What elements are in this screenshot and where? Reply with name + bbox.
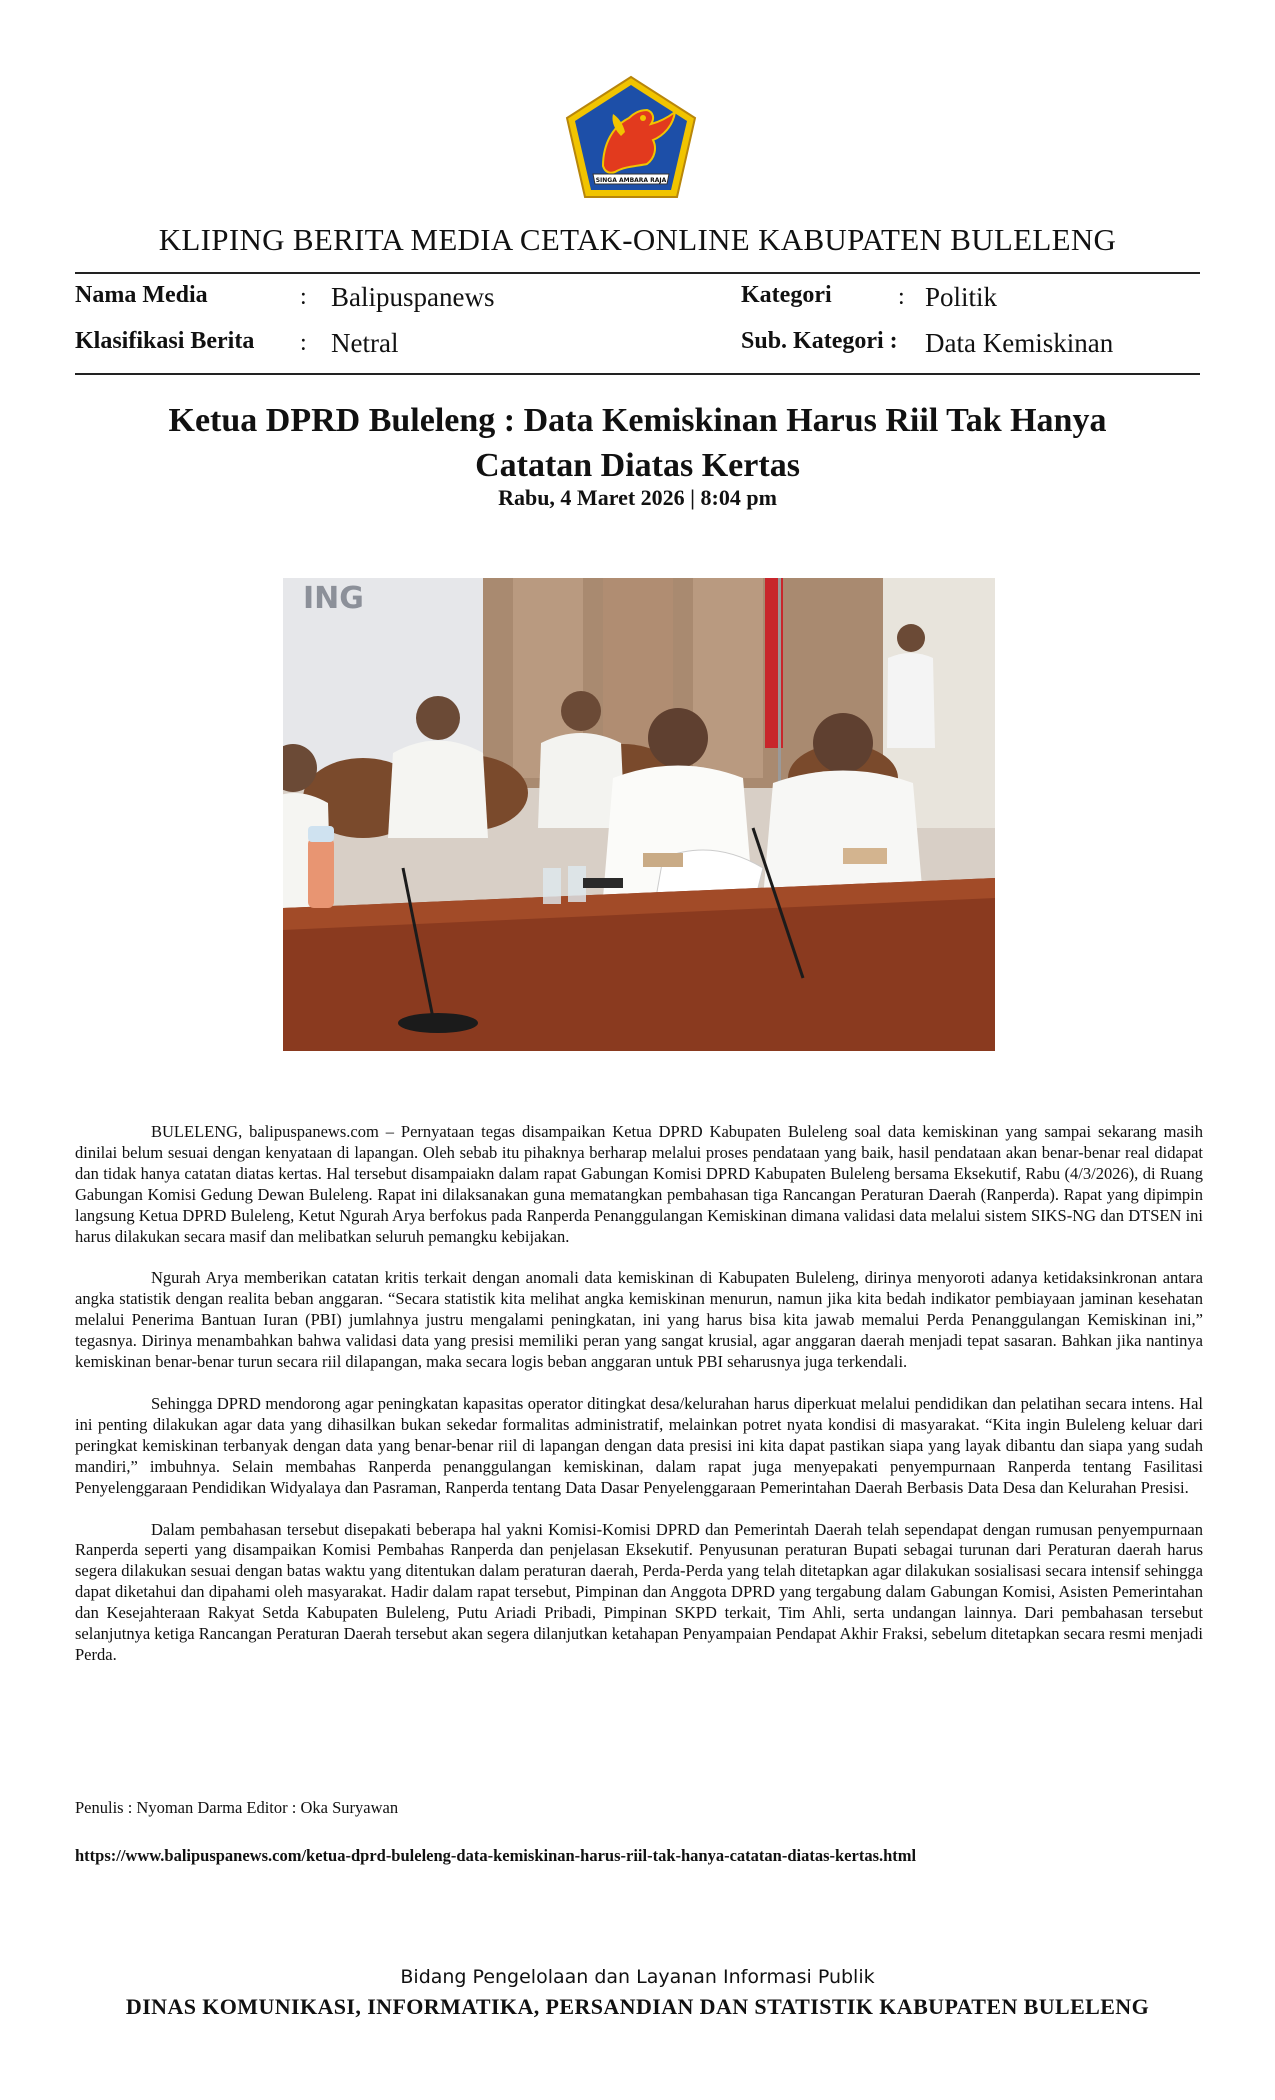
header-divider-top	[75, 272, 1200, 274]
category-label: Kategori	[741, 282, 832, 308]
logo-motto-text: SINGA AMBARA RAJA	[595, 177, 667, 184]
category-value: Politik	[925, 282, 998, 312]
header-divider-bottom	[75, 373, 1200, 375]
classification-label: Klasifikasi Berita	[75, 328, 255, 354]
article-paragraph-4: Dalam pembahasan tersebut disepakati beberapa hal yakni Komisi-Komisi DPRD dan Pemerintah Daerah telah sependapat dengan rumusan penyempurnaan Ranperda seperti yang disampaikan Komisi Pembahas Ranperda dan penjelasan Eksekutif. Penyusunan peraturan Bupati sebagai turunan dari Peraturan daerah harus segera dilakukan sesuai dengan batas waktu yang ditentukan dalam peraturan daerah, Perda-Perda yang telah ditetapkan agar dilakukan sosialisasi secara intensif sehingga dapat diketahui dan dipahami oleh masyarakat. Hadir dalam rapat tersebut, Pimpinan dan Anggota DPRD yang tergabung dalam Gabungan Komisi, Asisten Pemerintahan dan Kesejahteraan Rakyat Setda Kabupaten Buleleng, Putu Ariadi Pribadi, Pimpinan SKPD terkait, Tim Ahli, serta undangan lainnya. Dari pembahasan tersebut selanjutnya ketiga Rancangan Peraturan Daerah tersebut akan segera dilanjutkan ketahapan Penyampaian Pendapat Akhir Fraksi, sebelum ditetapkan secara resmi menjadi Perda.	[75, 1519, 1203, 1664]
media-name-value: Balipuspanews	[331, 282, 495, 312]
page-header-title: KLIPING BERITA MEDIA CETAK-ONLINE KABUPATEN BULELENG	[158, 222, 1117, 257]
source-url-link[interactable]: https://www.balipuspanews.com/ketua-dprd-buleleng-data-kemiskinan-harus-riil-tak-hanya-catatan-diatas-kertas.html	[75, 1846, 917, 1865]
subcategory-label: Sub. Kategori :	[741, 328, 898, 354]
classification-colon: :	[300, 330, 307, 356]
article-dateline: Rabu, 4 Maret 2026 | 8:04 pm	[498, 485, 777, 510]
media-name-label: Nama Media	[75, 282, 208, 308]
media-name-colon: :	[300, 284, 307, 310]
article-paragraph-2: Ngurah Arya memberikan catatan kritis terkait dengan anomali data kemiskinan di Kabupaten Buleleng, dirinya menyoroti adanya ketidaksinkronan antara angka statistik dengan realita beban anggaran. “Secara statistik kita melihat angka kemiskinan menurun, namun jika kita bedah indikator pembiayaan jaminan kesehatan melalui Penerima Bantuan Iuran (PBI) jumlahnya justru mengalami peningkatan, ini yang harus bisa kita jawab memalui Perda Penanggulangan Kemiskinan ini,” tegasnya. Dirinya menambahkan bahwa validasi data yang presisi memiliki peran yang sangat krusial, agar anggaran daerah menjadi tepat sasaran. Bahkan jika nantinya kemiskinan benar-benar turun secara riil dilapangan, maka secara logis beban anggaran untuk PBI seharusnya juga terkendali.	[75, 1268, 1203, 1372]
writer-credit: Penulis : Nyoman Darma Editor : Oka Suryawan	[75, 1798, 399, 1817]
classification-value: Netral	[331, 328, 399, 358]
article-body	[75, 1122, 1203, 1687]
wall-sign-text: ING	[303, 581, 364, 616]
headline-line-1: Ketua DPRD Buleleng : Data Kemiskinan Harus Riil Tak Hanya	[168, 402, 1107, 439]
footer-subtitle: Bidang Pengelolaan dan Layanan Informasi Publik	[400, 1966, 875, 1988]
headline-line-2: Catatan Diatas Kertas	[475, 447, 800, 484]
meeting-photo	[283, 578, 995, 1051]
article-paragraph-3: Sehingga DPRD mendorong agar peningkatan kapasitas operator ditingkat desa/kelurahan harus diperkuat melalui pendidikan dan pelatihan secara intens. Hal ini penting dilakukan agar data yang dihasilkan bukan sekedar formalitas administratif, melainkan potret nyata kondisi di masyarakat. “Kita ingin Buleleng keluar dari peringkat kemiskinan terbanyak dengan data yang benar-benar riil di lapangan dengan data presisi ini kita dapat pastikan siapa yang layak dibantu dan siapa yang sudah mandiri,” imbuhnya. Selain membahas Ranperda penanggulangan kemiskinan, dalam rapat juga menyepakati penyempurnaan Ranperda tentang Fasilitasi Penyelenggaraan Pendidikan Widyalaya dan Pasraman, Ranperda tentang Data Dasar Penyelenggaraan Pemerintahan Daerah Berbasis Data Desa dan Kelurahan Presisi.	[75, 1393, 1203, 1497]
subcategory-value: Data Kemiskinan	[925, 328, 1114, 358]
article-paragraph-1: BULELENG, balipuspanews.com – Pernyataan tegas disampaikan Ketua DPRD Kabupaten Buleleng soal data kemiskinan yang sampai sekarang masih dinilai belum sesuai dengan kenyataan di lapangan. Oleh sebab itu pihaknya berharap melalui proses pendataan yang baik, hasil pendataan akan benar-benar real didapat dan tidak hanya catatan diatas kertas. Hal tersebut disampaiakn dalam rapat Gabungan Komisi DPRD Kabupaten Buleleng bersama Eksekutif, Rabu (4/3/2026), di Ruang Gabungan Komisi Gedung Dewan Buleleng. Rapat ini dilaksanakan guna mematangkan pembahasan tiga Rancangan Peraturan Daerah (Ranperda). Rapat yang dipimpin langsung Ketua DPRD Buleleng, Ketut Ngurah Arya berfokus pada Ranperda Penanggulangan Kemiskinan dimana validasi data melalui sistem SIKS-NG dan DTSEN ini harus dilakukan secara masif dan melibatkan seluruh pemangku kebijakan.	[75, 1122, 1203, 1246]
category-colon: :	[898, 284, 905, 310]
footer-title: DINAS KOMUNIKASI, INFORMATIKA, PERSANDIAN DAN STATISTIK KABUPATEN BULELENG	[125, 1994, 1150, 2019]
article-headline	[100, 398, 1175, 488]
kabupaten-buleleng-crest-icon	[563, 74, 699, 200]
